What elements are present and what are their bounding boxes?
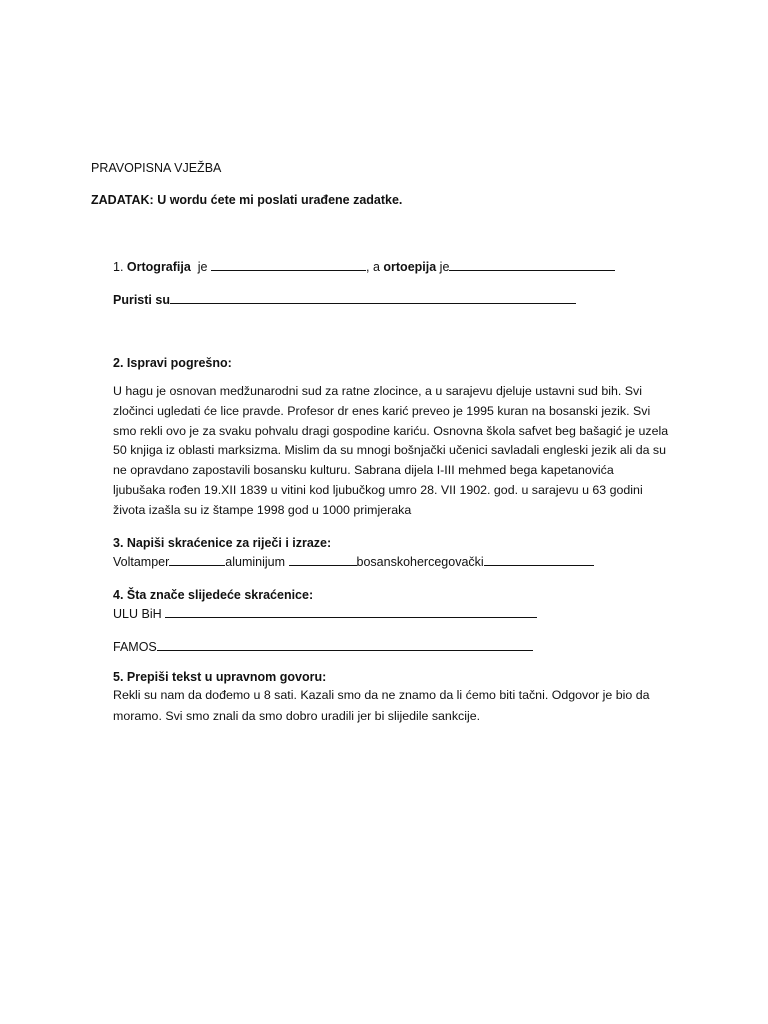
q2-heading-text: 2. Ispravi pogrešno: — [113, 356, 232, 370]
q5-heading-text: 5. Prepiši tekst u upravnom govoru: — [113, 670, 327, 684]
q4-abbr-famos: FAMOS — [113, 640, 157, 654]
q3-blank-3 — [484, 554, 594, 566]
document-title — [91, 161, 221, 175]
question-2-text — [113, 382, 673, 521]
q1-je: je — [197, 260, 208, 274]
question-5-text — [113, 685, 673, 727]
task-text: U wordu ćete mi poslati urađene zadatke. — [157, 193, 403, 207]
q3-word-aluminijum: aluminijum — [225, 555, 286, 569]
q4-blank-2 — [157, 639, 533, 651]
q1-term-ortografija: Ortografija — [126, 260, 191, 274]
question-1-puristi — [113, 292, 576, 307]
q1-separator: , a — [366, 260, 380, 274]
question-4-heading — [113, 588, 313, 602]
question-3-words — [113, 554, 594, 569]
q1-blank-ortografija — [211, 259, 366, 271]
q2-line: 50 knjiga iz oblasti marksizma. Mislim da su mnogi bošnjački učenici savladali engleski jezik ali da su — [113, 443, 666, 458]
q2-line: ljubušaka rođen 19.XII 1839 u vitini kod ljubučkog umro 28. VII 1902. god. u sarajevu u 63 godini — [113, 482, 643, 497]
q2-line: U hagu je osnovan medžunarodni sud za ratne zlocince, a u sarajevu djeluje ustavni sud bih. Svi — [113, 384, 642, 398]
q2-line: zločinci ugledati će lice pravde. Profesor dr enes karić preveo je 1995 kuran na bosanski jezik. Svi — [113, 403, 651, 418]
task-label: ZADATAK: — [91, 193, 154, 207]
q2-line: ne opravdano zapostavili bosansku kulturu. Sabrana dijela I-III mehmed bega kapetanovića — [113, 463, 614, 478]
q4-blank-1 — [165, 606, 537, 618]
q3-word-bosanskohercegovacki: bosanskohercegovački — [356, 555, 484, 569]
title-text: PRAVOPISNA VJEŽBA — [91, 161, 222, 175]
q2-line: smo rekli ovo je za svaku pohvalu dragi gospodine kariću. Osnovna škola safvet beg bašagić je uzela — [113, 423, 669, 438]
question-3-heading — [113, 536, 331, 550]
q5-line: moramo. Svi smo znali da smo dobro uradili jer bi slijedile sankcije. — [113, 709, 481, 723]
task-instruction — [91, 193, 402, 207]
q3-blank-1 — [169, 554, 225, 566]
q1-puristi-label: Puristi su — [113, 293, 170, 307]
question-4-abbr-1 — [113, 606, 537, 621]
q1-blank-ortoepija — [449, 259, 615, 271]
question-4-abbr-2 — [113, 639, 533, 654]
q2-line: života izašla su iz štampe 1998 god u 1000 primjeraka — [113, 502, 412, 517]
q1-blank-puristi — [170, 292, 576, 304]
q5-line: Rekli su nam da dođemo u 8 sati. Kazali smo da ne znamo da li ćemo biti tačni. Odgovor je bio da — [113, 688, 650, 702]
q3-word-voltamper: Voltamper — [113, 555, 170, 569]
question-2-heading — [113, 356, 232, 370]
q4-heading-text: 4. Šta znače slijedeće skraćenice: — [113, 588, 314, 602]
q1-number: 1. — [113, 260, 124, 274]
q1-je-2: je — [439, 260, 450, 274]
question-5-heading — [113, 670, 326, 684]
q1-term-ortoepija: ortoepija — [383, 260, 437, 274]
q3-heading-text: 3. Napiši skraćenice za riječi i izraze: — [113, 536, 332, 550]
question-1 — [113, 259, 615, 274]
q3-blank-2 — [289, 554, 357, 566]
q4-abbr-ulu-bih: ULU BiH — [113, 607, 162, 621]
